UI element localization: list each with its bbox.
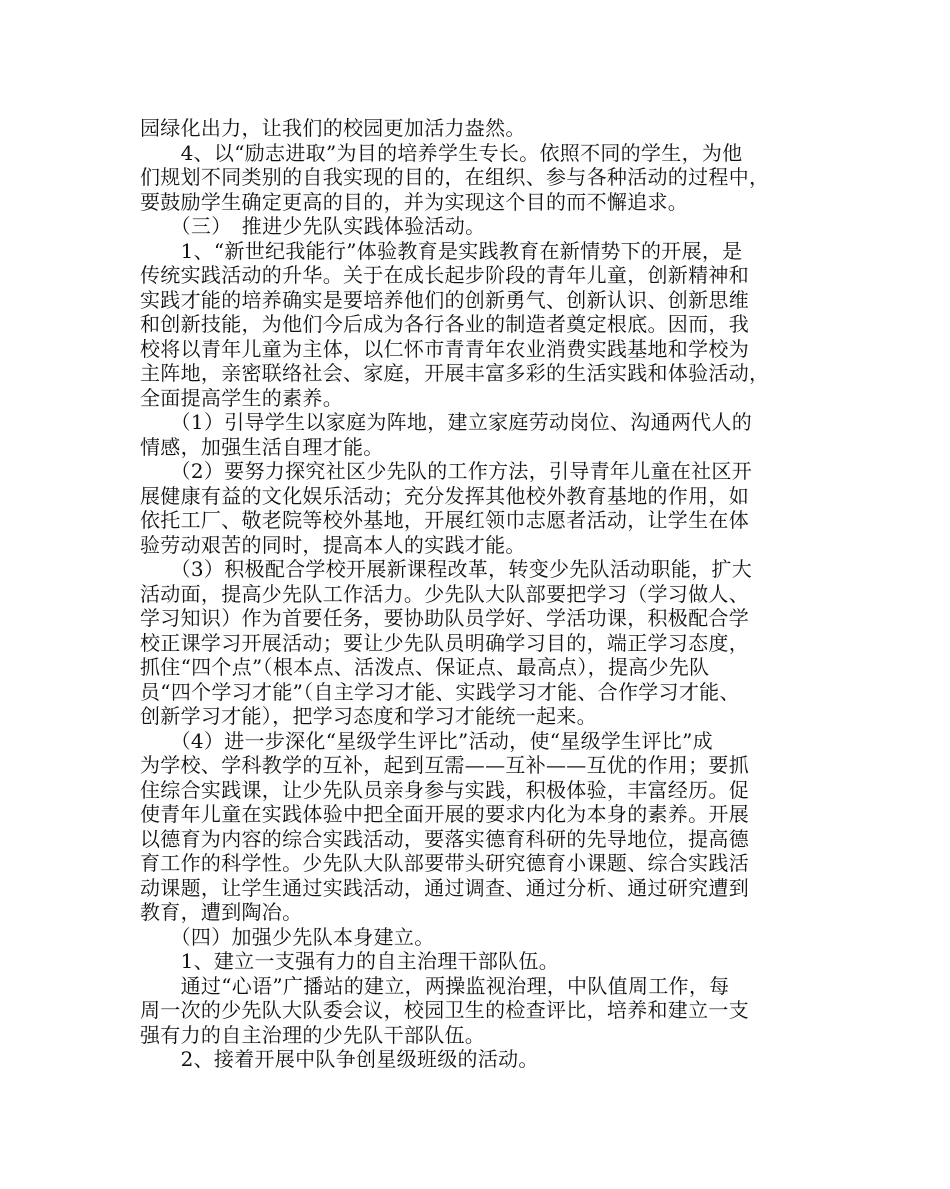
text-line: 验劳动艰苦的同时，提高本人的实践才能。 [140,532,526,557]
text-line: 展健康有益的文化娱乐活动；充分发挥其他校外教育基地的作用，如 [140,483,749,508]
text-line: （4）进一步深化“星级学生评比”活动，使“星级学生评比”成 [140,728,713,753]
text-line: 活动面，提高少先队工作活力。少先队大队部要把学习（学习做人、 [140,581,749,606]
text-line: 全面提高学生的素养。 [140,385,343,410]
text-line: 员“四个学习才能”（自主学习才能、实践学习才能、合作学习才能、 [140,679,740,704]
text-line: 园绿化出力，让我们的校园更加活力盎然。 [140,116,526,140]
text-line: （1）引导学生以家庭为阵地，建立家庭劳动岗位、沟通两代人的 [140,410,753,434]
text-line: 主阵地，亲密联络社会、家庭，开展丰富多彩的生活实践和体验活动， [140,361,770,385]
text-line: 为学校、学科教学的互补，起到互需——互补——互优的作用；要抓 [140,753,749,777]
text-line: 教育，遭到陶冶。 [140,900,303,924]
text-line: 使青年儿童在实践体验中把全面开展的要求内化为本身的素养。开展 [140,802,749,826]
text-line: （2）要努力探究社区少先队的工作方法，引导青年儿童在社区开 [140,459,753,483]
text-line: 1、“新世纪我能行”体验教育是实践教育在新情势下的开展，是 [140,238,743,263]
text-line: 住综合实践课，让少先队员亲身参与实践，积极体验，丰富经历。促 [140,777,749,802]
text-line: 依托工厂、敬老院等校外基地，开展红领巾志愿者活动，让学生在体 [140,508,749,532]
text-line: 4、以“励志进取”为目的培养学生专长。依照不同的学生，为他 [140,140,743,165]
text-line: 动课题，让学生通过实践活动，通过调查、通过分析、通过研究遭到 [140,875,749,900]
text-line: 以德育为内容的综合实践活动，要落实德育科研的先导地位，提高德 [140,826,749,851]
text-line: 校正课学习开展活动；要让少先队员明确学习目的，端正学习态度， [140,630,749,655]
text-line: （四）加强少先队本身建立。 [140,924,435,949]
text-line: 校将以青年儿童为主体，以仁怀市青青年农业消费实践基地和学校为 [140,336,749,361]
text-line: （3）积极配合学校开展新课程改革，转变少先队活动职能，扩大 [140,557,753,581]
text-line: 实践才能的培养确实是要培养他们的创新勇气、创新认识、创新思维 [140,287,749,312]
text-line: 抓住“四个点”（根本点、活泼点、保证点、最高点），提高少先队 [140,655,710,679]
text-line: 创新学习才能），把学习态度和学习才能统一起来。 [140,704,597,728]
text-line: 情感，加强生活自理才能。 [140,434,384,459]
text-line: 要鼓励学生确定更高的目的，并为实现这个目的而不懈追求。 [140,189,689,214]
text-line: 通过“心语”广播站的建立，两操监视治理，中队值周工作，每 [140,973,730,998]
text-line: 和创新技能，为他们今后成为各行各业的制造者奠定根底。因而，我 [140,312,749,336]
text-line: （三） 推进少先队实践体验活动。 [140,214,486,238]
text-line: 1、建立一支强有力的自主治理干部队伍。 [140,949,560,973]
text-line: 周一次的少先队大队委会议，校园卫生的检查评比，培养和建立一支 [140,998,749,1022]
text-line: 学习知识）作为首要任务，要协助队员学好、学活功课，积极配合学 [140,606,749,630]
text-line: 育工作的科学性。少先队大队部要带头研究德育小课题、综合实践活 [140,851,749,875]
text-line: 们规划不同类别的自我实现的目的，在组织、参与各种活动的过程中， [140,165,770,189]
text-line: 传统实践活动的升华。关于在成长起步阶段的青年儿童，创新精神和 [140,263,749,287]
text-line: 强有力的自主治理的少先队干部队伍。 [140,1022,486,1047]
text-line: 2、接着开展中队争创星级班级的活动。 [140,1047,539,1071]
document-body [140,116,820,1072]
